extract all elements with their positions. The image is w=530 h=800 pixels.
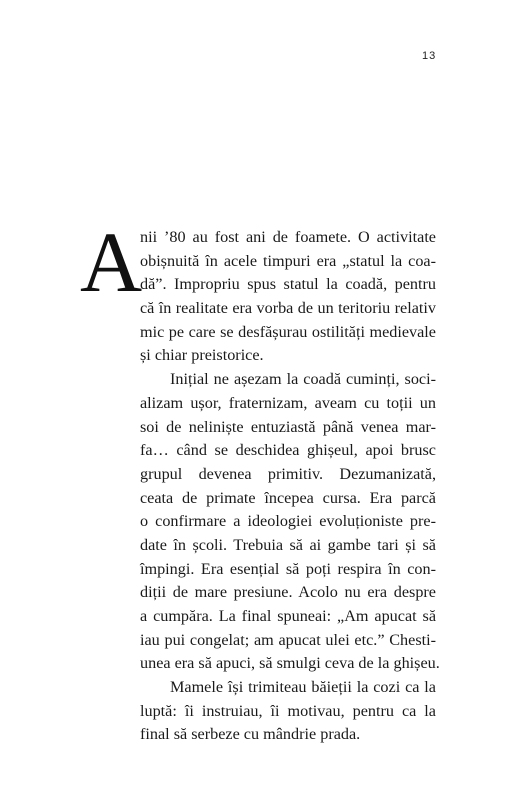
text-line: alizam ușor, fraternizam, aveam cu toții un [140,393,436,412]
text-line: date în școli. Trebuia să ai gambe tari și să [140,535,436,554]
text-line: că în realitate era vorba de un teritoriu relativ [140,299,436,318]
text-line: iau pui congelat; am apucat ulei etc.” Chesti- [140,630,436,649]
text-line: fa… când se deschidea ghișeul, apoi brusc [140,441,436,460]
body-text [80,226,440,747]
text-line: ceata de primate începea cursa. Era parcă [140,488,436,507]
text-line: Mamele își trimiteau băieții la cozi ca la [170,678,436,697]
text-line: împingi. Era esențial să poți respira în con- [140,559,436,578]
drop-cap: A [80,214,143,310]
text-line: o confirmare a ideologiei evoluționiste pre- [140,512,436,531]
page-number: 13 [422,50,437,62]
text-line: soi de neliniște entuziastă până venea mar- [140,417,436,436]
text-line: Inițial ne așezam la coadă cuminți, soci- [170,370,436,389]
text-line: grupul devenea primitiv. Dezumanizată, [140,464,436,483]
text-line: și chiar preistorice. [140,346,264,365]
text-line: dă”. Impropriu spus statul la coadă, pentru [140,275,436,294]
text-line: mic pe care se desfășurau ostilități medievale [140,322,436,341]
text-line: luptă: îi instruiau, îi motivau, pentru ca la [140,701,436,720]
paragraph-3 [80,676,436,747]
text-line: unea era să apuci, să smulgi ceva de la ghișeu. [140,654,440,673]
text-line: diții de mare presiune. Acolo nu era despre [140,583,436,602]
paragraph-2 [80,368,440,676]
text-line: a cumpăra. La final spuneai: „Am apucat să [140,607,436,625]
text-line: final să serbeze cu mândrie prada. [140,725,361,744]
text-line: nii ’80 au fost ani de foamete. O activitate [140,228,436,246]
paragraph-1 [80,226,436,368]
text-line: obișnuită în acele timpuri era „statul la coa- [140,251,436,270]
